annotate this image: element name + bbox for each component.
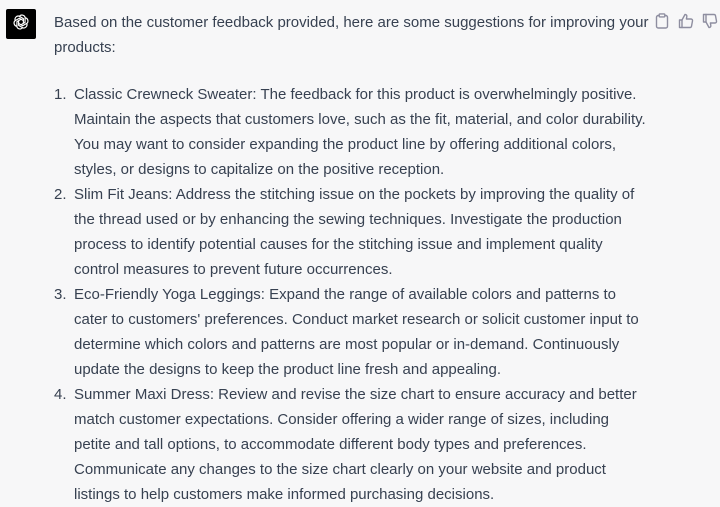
clipboard-icon bbox=[655, 13, 669, 29]
thumbs-down-icon bbox=[702, 13, 718, 29]
list-item-number: 2. bbox=[54, 186, 67, 203]
list-item bbox=[54, 82, 649, 182]
list-item bbox=[54, 282, 649, 382]
list-item-number: 3. bbox=[54, 286, 67, 303]
message-intro: Based on the customer feedback provided, here are some suggestions for improving your products: bbox=[54, 14, 649, 56]
list-item-text: Classic Crewneck Sweater: The feedback for this product is overwhelmingly positive. Maintain the aspects that customers love, such as the fit, material, and color durability. You may want to consider expanding the product line by offering additional colors, styles, or designs to capitalize on the positive reception. bbox=[74, 86, 646, 178]
list-item bbox=[54, 382, 649, 507]
list-item-text: Eco-Friendly Yoga Leggings: Expand the range of available colors and patterns to cater to customers' preferences. Conduct market research or solicit customer input to determine which colors and patterns are most popular or in-demand. Continuously update the designs to keep the product line fresh and appealing. bbox=[74, 286, 639, 378]
assistant-avatar bbox=[6, 9, 36, 39]
list-item bbox=[54, 182, 649, 282]
openai-logo-icon bbox=[10, 11, 32, 38]
thumbs-up-button[interactable] bbox=[678, 12, 694, 30]
list-item-text: Summer Maxi Dress: Review and revise the size chart to ensure accuracy and better match customer expectations. Consider offering a wider range of sizes, including petite and tall options, to accommodate different body types and preferences. Communicate any changes to the size chart clearly on your website and product listings to help customers make informed purchasing decisions. bbox=[74, 386, 637, 503]
suggestion-list bbox=[54, 82, 649, 507]
message-actions bbox=[654, 12, 718, 30]
thumbs-down-button[interactable] bbox=[702, 12, 718, 30]
list-item-number: 1. bbox=[54, 86, 67, 103]
copy-button[interactable] bbox=[654, 12, 670, 30]
list-item-text: Slim Fit Jeans: Address the stitching issue on the pockets by improving the quality of the thread used or by enhancing the sewing techniques. Investigate the production process to identify potential causes for the stitching issue and implement quality control measures to prevent future occurrences. bbox=[74, 186, 635, 278]
message-content bbox=[54, 10, 649, 507]
list-item-number: 4. bbox=[54, 386, 67, 403]
thumbs-up-icon bbox=[678, 13, 694, 29]
